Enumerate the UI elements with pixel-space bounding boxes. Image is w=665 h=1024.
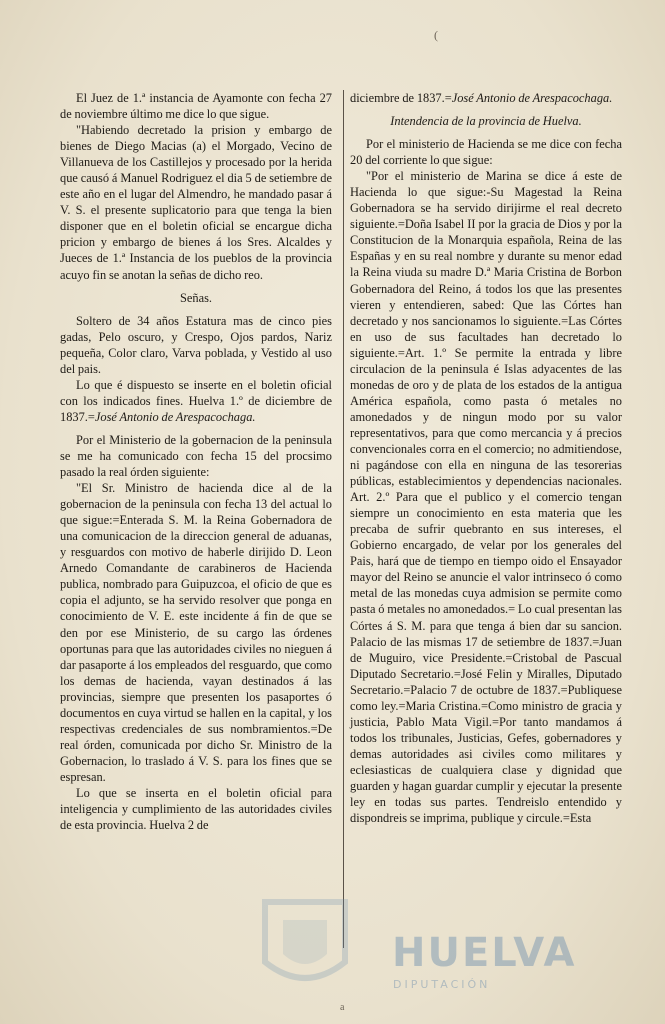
left-column bbox=[60, 90, 332, 833]
paragraph: "Por el ministerio de Marina se dice á este de Hacienda lo que sigue:-Su Magestad la Reina Gobernadora se ha servido dirijirme el real decreto siguiente.=Doña Isabel II por la gracia de Dios y por la Constitucion de la Monarquia española, Reina de las Españas y en su real nombre y durante su menor edad la Reina viuda su madre D.ª Maria Cristina de Borbon Gobernadora del Reino, á todos los que las presentes vieren y entendieren, sabed: Que las Córtes han decretado y nos sancionamos lo siguiente.=Las Córtes en uso de sus facultades han decretado lo siguiente.=Art. 1.º Se permite la entrada y libre circulacion de la peninsula é Islas adyacentes de las monedas de oro y de plata de los estados de la antigua América española, como pasta ó metales no amonedados y de ningun modo por su valor representativos, para que como mercancia y á precios convencionales corra en el comercio; no admitiendose, ni pagándose con ella en ninguna de las tesorerias públicas, establecimientos y dependencias nacionales. Art. 2.º Para que el publico y el comercio tengan siempre un conocimiento en esta materia que les precaba de sufrir quebranto en sus intereses, el Gobierno encargado, de velar por los generales del Pais, hará que de tiempo en tiempo oido el Ensayador mayor del Reino se anuncie el valor intrinseco ó como metal de las monedas cuya admision se permite como pasta ó metales no amonedados.= Lo cual presentan las Córtes á S. M. para que tenga á bien dar su sancion. Palacio de las mismas 17 de setiembre de 1837.=Juan de Muguiro, vice Presidente.=Cristobal de Pascual Diputado Secretario.=José Felin y Miralles, Diputado Secretario.=Palacio 7 de octubre de 1837.=Publiquese como ley.=Maria Cristina.=Como ministro de gracia y justicia, Pablo Mata Vigil.=Por tanto mandamos á todos los tribunales, Justicias, Gefes, gobernadores y demas autoridades asi civiles como militares y eclesiasticas de cualquiera clase y dignidad que guarden y hagan guardar cumplir y ejecutar la presente ley en todas sus partes. Tendreislo entendido y dispondreis se imprima, publique y circule.=Esta bbox=[350, 169, 622, 826]
watermark-subtext: DIPUTACIÓN bbox=[393, 978, 491, 991]
paragraph: "El Sr. Ministro de hacienda dice al de la gobernacion de la peninsula con fecha 13 del actual lo que sigue:=Enterada S. M. la Reina Gobernadora de una comunicacion de la direccion general de aduanas, y resguardos con motivo de haberle dirijido D. Leon Arnedo Comandante de carabineros de Hacienda publica, nombrado para Guipuzcoa, el oficio de que es copia el adjunto, se ha servido resolver que ponga en conocimiento de V. E. este incidente á fin de que se den por ese Ministerio, de su cargo las órdenes oportunas para que las autoridades civiles no nieguen á dar pasaporte á los empleados del resguardo, que como los demas de hacienda, vayan destinados á las provincias, siempre que presenten los pasaportes ó documentos en cuya virtud se hallen en la capital, y los respectivas credenciales de sus nombramientos.=De real órden, comunicada por dicho Sr. Ministro de la Gobernacion, lo traslado á V. S. para los fines que se espresan. bbox=[60, 481, 332, 784]
right-column bbox=[350, 90, 622, 826]
paragraph: Por el ministerio de Hacienda se me dice con fecha 20 del corriente lo que sigue: bbox=[350, 137, 622, 168]
paragraph bbox=[60, 377, 332, 425]
paragraph-text: Lo que é dispuesto se inserte en el boletin oficial con los indicados fines. Huelva 1.º de diciembre de 1837.= bbox=[60, 377, 332, 424]
paragraph: Soltero de 34 años Estatura mas de cinco pies gadas, Pelo oscuro, y Crespo, Ojos pardos, Nariz pequeña, Color claro, Varva poblada, y Vestido al uso del pais. bbox=[60, 313, 332, 376]
page-mark-bottom: a bbox=[340, 1002, 345, 1013]
paragraph bbox=[350, 90, 622, 106]
paragraph: "Habiendo decretado la prision y embargo de bienes de Diego Macias (a) el Morgado, Vecino de Villanueva de los Castillejos y procesado por la herida que causó á Manuel Rodriguez el dia 5 de setiembre de este año en el lugar del Almendro, he mandado pasar á V. S. el presente suplicatorio para que tenga la bien disponer que en el boletin oficial se encargue dicha pricion y embargo de bienes á los Sres. Alcaldes y Jueces de 1.ª Instancia de los pueblos de la provincia acuyo fin se anotan la señas de dicho reo. bbox=[60, 123, 332, 282]
signature: José Antonio de Arespacochaga. bbox=[94, 409, 256, 424]
section-title-senas: Señas. bbox=[179, 290, 212, 305]
section-heading: Intendencia de la provincia de Huelva. bbox=[390, 114, 582, 129]
paragraph: Lo que se inserta en el boletin oficial para inteligencia y cumplimiento de las autoridades civiles de esta provincia. Huelva 2 de bbox=[60, 785, 332, 833]
paragraph: Por el Ministerio de la gobernacion de la peninsula se me ha comunicado con fecha 15 del procsimo pasado la real órden siguiente: bbox=[60, 432, 332, 480]
paragraph: El Juez de 1.ª instancia de Ayamonte con fecha 27 de noviembre último me dice lo que sigue. bbox=[60, 91, 332, 122]
paragraph-text: diciembre de 1837.= bbox=[350, 91, 452, 105]
page-mark-top: ( bbox=[434, 28, 438, 42]
watermark-text: HUELVA bbox=[392, 930, 577, 976]
column-divider bbox=[343, 90, 344, 948]
signature: José Antonio de Arespacochaga. bbox=[451, 91, 613, 105]
